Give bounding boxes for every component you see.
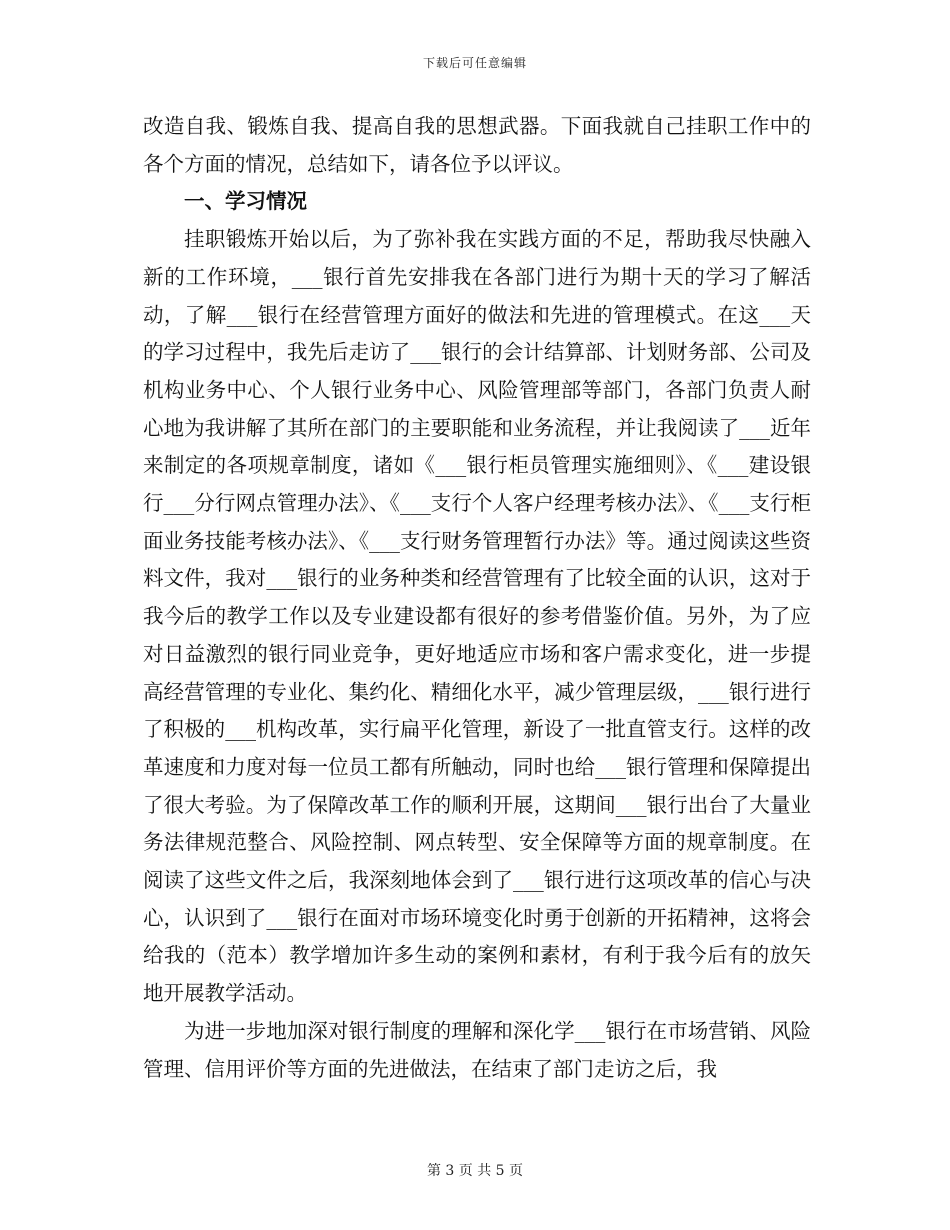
paragraph-study: 挂职锻炼开始以后，为了弥补我在实践方面的不足，帮助我尽快融入新的工作环境，___银行首先安排我在各部门进行为期十天的学习了解活动，了解___银行在经营管理方面好的做法和先进的管理模式。在这___天的学习过程中，我先后走访了___银行的会计结算部、计划财务部、公司及机构业务中心、个人银行业务中心、风险管理部等部门，各部门负责人耐心地为我讲解了其所在部门的主要职能和业务流程，并让我阅读了___近年来制定的各项规章制度，诸如《___银行柜员管理实施细则》、《___建设银行___分行网点管理办法》、《___支行个人客户经理考核办法》、《___支行柜面业务技能考核办法》、《___支行财务管理暂行办法》等。通过阅读这些资料文件，我对___银行的业务种类和经营管理有了比较全面的认识，这对于我今后的教学工作以及专业建设都有很好的参考借鉴价值。另外，为了应对日益激烈的银行同业竞争，更好地适应市场和客户需求变化，进一步提高经营管理的专业化、集约化、精细化水平，减少管理层级，___银行进行了积极的___机构改革，实行扁平化管理，新设了一批直管支行。这样的改革速度和力度对每一位员工都有所触动，同时也给___银行管理和保障提出了很大考验。为了保障改革工作的顺利开展，这期间___银行出台了大量业务法律规范整合、风险控制、网点转型、安全保障等方面的规章制度。在阅读了这些文件之后，我深刻地体会到了___银行进行这项改革的信心与决心，认识到了___银行在面对市场环境变化时勇于创新的开拓精神，这将会给我的（范本）教学增加许多生动的案例和素材，有利于我今后有的放矢地开展教学活动。	[143, 227, 811, 1006]
section-heading: 一、学习情况	[184, 189, 307, 214]
document-body	[143, 108, 811, 1088]
paragraph-continued: 改造自我、锻炼自我、提高自我的思想武器。下面我就自己挂职工作中的各个方面的情况，总结如下，请各位予以评议。	[143, 114, 811, 176]
page-footer: 第 3 页 共 5 页	[426, 1163, 524, 1179]
page-header: 下载后可任意编辑	[422, 56, 527, 70]
paragraph-next: 为进一步地加深对银行制度的理解和深化学___银行在市场营销、风险管理、信用评价等方面的先进做法，在结束了部门走访之后，我	[143, 1018, 811, 1081]
